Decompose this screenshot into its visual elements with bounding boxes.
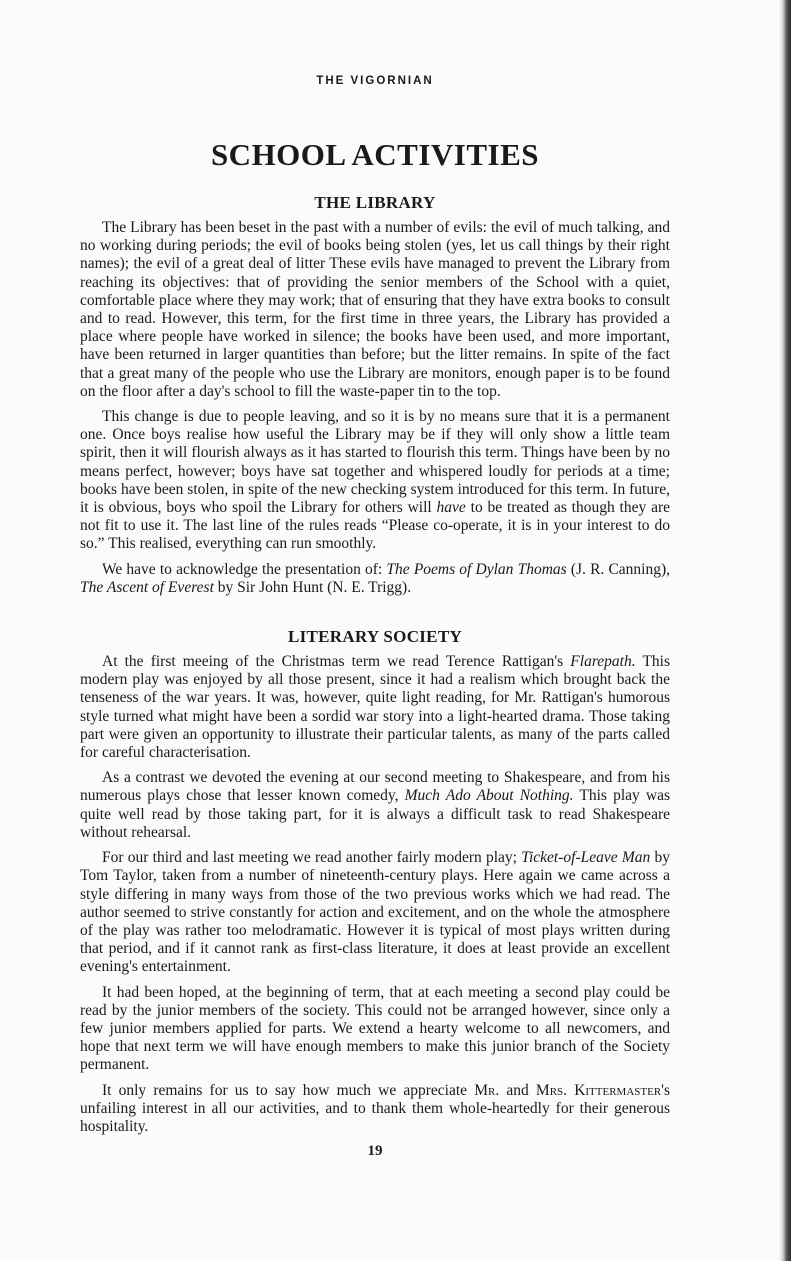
running-head: THE VIGORNIAN <box>316 75 434 87</box>
literary-p3-text-a: For our third and last meeting we read another fairly modern play; <box>102 849 522 867</box>
library-p2-text-a: This change is due to people leaving, and so it is by no means sure that it is a permanent one. Once boys realise how useful the Library may be if they will only show a little team spirit, then it will flourish always as it has started to flourish this term. Things have been by no means perfect, however; boys have sat together and whispered loudly for periods at a time; books have been stolen, in spite of the new checking system introduced for this term. In future, it is obvious, boys who spoil the Library for others will <box>80 408 670 517</box>
literary-p2-text-a: As a contrast we devoted the evening at our second meeting to Shakespeare, and from his numerous plays chose that lesser known comedy, <box>80 769 670 805</box>
literary-p3-text-c: by Tom Taylor, taken from a number of nineteenth-century plays. Here again we came across a style differing in many ways from those of the two previous works which we had read. The author seemed to strive constantly for action and excitement, and on the whole the atmosphere of the play was rather too melodramatic. However it is typical of most plays written during that period, and if it cannot rank as first-class literature, it does at least provide an excellent evening's entertainment. <box>80 849 670 976</box>
book-title-dylan-thomas: The Poems of Dylan Thomas <box>386 560 567 578</box>
library-p2-text-b: to be treated as though they are not fit to use it. The last line of the rules reads “Please co-operate, it is in your interest to do so.” This realised, everything can run smoothly. <box>80 499 670 553</box>
library-p3-text-c: (J. R. Canning), <box>566 560 671 578</box>
book-spine-edge <box>779 0 791 1261</box>
honorific-mr: Mr. <box>474 1081 500 1099</box>
library-paragraph-3 <box>80 561 670 597</box>
literary-p1-text-c: This modern play was enjoyed by all those present, since it had a realism which brought back the tenseness of the war years. It was, however, quite light reading, for Mr. Rattigan's humorous style turned what might have been a sordid war story into a light-hearted drama. Those taking part were given an opportunity to illustrate their particular talents, as many of the parts called for careful characterisation. <box>80 653 670 762</box>
literary-p5-and: and <box>499 1081 536 1099</box>
literary-p5-text-b: 's unfailing interest in all our activities, and to thank them whole-heartedly for their generous hospitality. <box>80 1081 670 1135</box>
library-p3-text-e: by Sir John Hunt (N. E. Trigg). <box>213 578 412 596</box>
literary-p1-text-a: At the first meeing of the Christmas term we read Terence Rattigan's <box>102 653 571 671</box>
literary-paragraph-1 <box>80 653 670 762</box>
library-p3-text-a: We have to acknowledge the presentation of: <box>102 560 387 578</box>
literary-paragraph-2 <box>80 769 670 842</box>
honorific-mrs: Mrs. <box>535 1081 568 1099</box>
page-title: SCHOOL ACTIVITIES <box>210 137 540 172</box>
page-number: 19 <box>367 1143 383 1160</box>
literary-p5-text-a: It only remains for us to say how much we appreciate <box>102 1081 475 1099</box>
literary-society-heading: LITERARY SOCIETY <box>287 627 463 647</box>
surname-kittermaster: Kittermaster <box>574 1081 662 1099</box>
play-title-ticket-of-leave-man: Ticket-of-Leave Man <box>521 849 651 867</box>
library-p2-emphasis: have <box>436 499 466 517</box>
literary-paragraph-3 <box>80 849 670 976</box>
play-title-flarepath: Flarepath. <box>570 653 636 671</box>
literary-p2-text-c: This play was quite well read by those taking part, for it is always a difficult task to read Shakespeare without rehearsal. <box>80 787 670 841</box>
library-paragraph-2 <box>80 408 670 554</box>
play-title-much-ado: Much Ado About Nothing. <box>404 787 574 805</box>
library-paragraph-1: The Library has been beset in the past with a number of evils: the evil of much talking, and no working during periods; the evil of books being stolen (yes, let us call things by their right names); the evil of a great deal of litter These evils have managed to prevent the Library from reaching its objectives: that of providing the senior members of the School with a quiet, comfortable place where they may work; that of ensuring that they have extra books to consult and to read. However, this term, for the first time in three years, the Library has provided a place where people have worked in silence; the books have been used, and more important, have been returned in larger quantities than before; but the litter remains. In spite of the fact that a great many of the people who use the Library are monitors, enough paper is to be found on the floor after a day's school to fill the waste-paper tin to the top. <box>80 219 670 400</box>
literary-paragraph-5 <box>80 1082 670 1137</box>
page-content <box>80 75 670 1160</box>
library-heading: THE LIBRARY <box>314 193 436 212</box>
book-title-everest: The Ascent of Everest <box>80 578 214 596</box>
literary-paragraph-4: It had been hoped, at the beginning of term, that at each meeting a second play could be read by the junior members of the society. This could not be arranged however, since only a few junior members applied for parts. We extend a hearty welcome to all newcomers, and hope that next term we will have enough members to make this junior branch of the Society permanent. <box>80 983 670 1074</box>
